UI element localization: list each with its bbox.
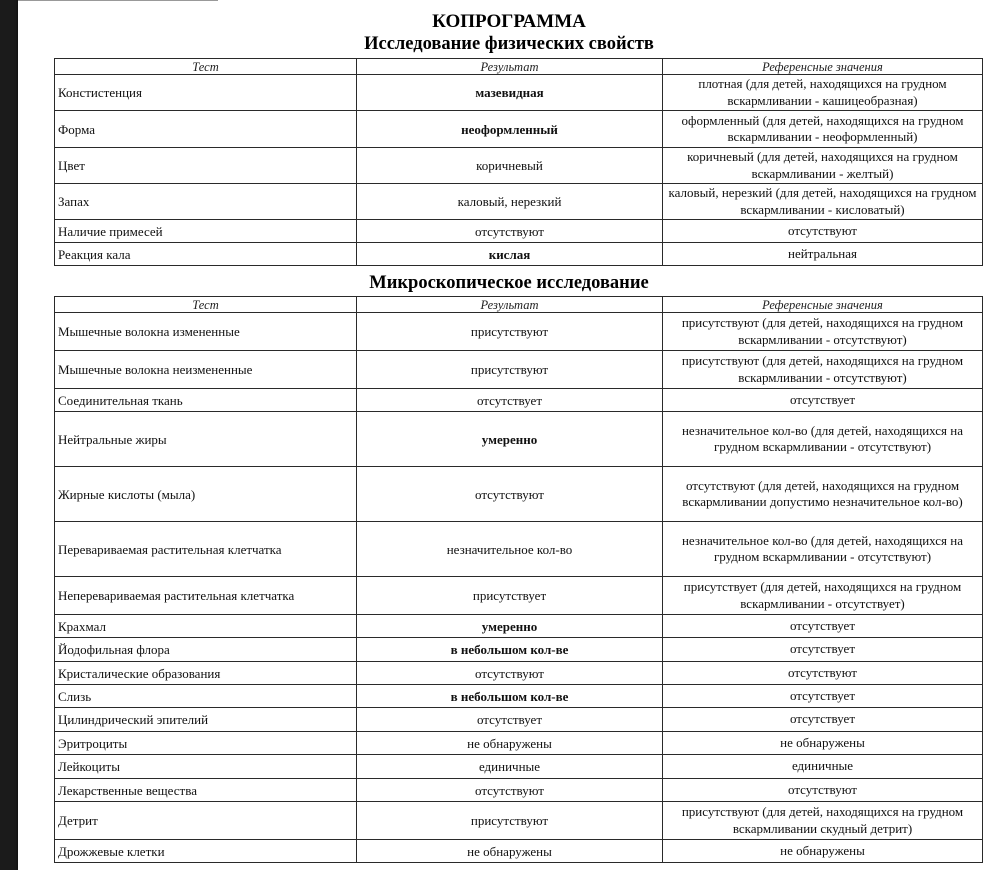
result-cell: присутствуют bbox=[357, 351, 663, 389]
test-name-cell: Нейтральные жиры bbox=[55, 412, 357, 467]
result-cell: отсутствует bbox=[357, 389, 663, 412]
reference-cell: отсутствует bbox=[663, 685, 983, 708]
result-cell: умеренно bbox=[357, 615, 663, 638]
reference-cell: отсутствуют bbox=[663, 779, 983, 802]
test-name-cell: Соединительная ткань bbox=[55, 389, 357, 412]
table-row bbox=[55, 662, 983, 685]
reference-cell: отсутствует bbox=[663, 708, 983, 732]
test-name-cell: Эритроциты bbox=[55, 732, 357, 755]
test-name-cell: Лейкоциты bbox=[55, 755, 357, 779]
table-row bbox=[55, 638, 983, 662]
reference-cell: нейтральная bbox=[663, 243, 983, 266]
result-cell: не обнаружены bbox=[357, 732, 663, 755]
column-header-result: Результат bbox=[357, 59, 663, 75]
table-row bbox=[55, 732, 983, 755]
result-cell: неоформленный bbox=[357, 111, 663, 148]
test-name-cell: Наличие примесей bbox=[55, 220, 357, 243]
reference-cell: присутствуют (для детей, находящихся на грудном вскармливании - отсутствуют) bbox=[663, 313, 983, 351]
table-row bbox=[55, 184, 983, 220]
test-name-cell: Дрожжевые клетки bbox=[55, 840, 357, 863]
test-name-cell: Неперевариваемая растительная клетчатка bbox=[55, 577, 357, 615]
reference-cell: оформленный (для детей, находящихся на грудном вскармливании - неоформленный) bbox=[663, 111, 983, 148]
test-name-cell: Реакция кала bbox=[55, 243, 357, 266]
test-name-cell: Слизь bbox=[55, 685, 357, 708]
result-cell: незначительное кол-во bbox=[357, 522, 663, 577]
table-row bbox=[55, 111, 983, 148]
test-name-cell: Детрит bbox=[55, 802, 357, 840]
test-name-cell: Форма bbox=[55, 111, 357, 148]
table-row bbox=[55, 779, 983, 802]
result-cell: присутствуют bbox=[357, 802, 663, 840]
test-name-cell: Цилиндрический эпителий bbox=[55, 708, 357, 732]
reference-cell: плотная (для детей, находящихся на грудном вскармливании - кашицеобразная) bbox=[663, 75, 983, 111]
table-row bbox=[55, 313, 983, 351]
table-row bbox=[55, 148, 983, 184]
test-name-cell: Запах bbox=[55, 184, 357, 220]
result-cell: в небольшом кол-ве bbox=[357, 638, 663, 662]
reference-cell: отсутствуют bbox=[663, 662, 983, 685]
table-row bbox=[55, 243, 983, 266]
test-name-cell: Кристалические образования bbox=[55, 662, 357, 685]
physical-section-heading: Исследование физических свойств bbox=[364, 34, 654, 54]
physical-properties-table bbox=[54, 58, 983, 266]
table-row bbox=[55, 220, 983, 243]
reference-cell: не обнаружены bbox=[663, 732, 983, 755]
table-row bbox=[55, 577, 983, 615]
table-header-row bbox=[55, 297, 983, 313]
reference-cell: отсутствует bbox=[663, 615, 983, 638]
result-cell: отсутствуют bbox=[357, 662, 663, 685]
test-name-cell: Крахмал bbox=[55, 615, 357, 638]
result-cell: мазевидная bbox=[357, 75, 663, 111]
test-name-cell: Цвет bbox=[55, 148, 357, 184]
reference-cell: не обнаружены bbox=[663, 840, 983, 863]
table-row bbox=[55, 615, 983, 638]
reference-cell: незначительное кол-во (для детей, находящихся на грудном вскармливании - отсутствуют) bbox=[663, 412, 983, 467]
table-row bbox=[55, 522, 983, 577]
table-row bbox=[55, 75, 983, 111]
test-name-cell: Мышечные волокна измененные bbox=[55, 313, 357, 351]
microscopic-section-heading: Микроскопическое исследование bbox=[369, 273, 649, 293]
table-row bbox=[55, 840, 983, 863]
table-row bbox=[55, 708, 983, 732]
column-header-reference: Референсные значения bbox=[663, 59, 983, 75]
reference-cell: коричневый (для детей, находящихся на грудном вскармливании - желтый) bbox=[663, 148, 983, 184]
table-row bbox=[55, 412, 983, 467]
result-cell: не обнаружены bbox=[357, 840, 663, 863]
page-edge-line bbox=[18, 0, 218, 1]
reference-cell: отсутствует bbox=[663, 389, 983, 412]
table-row bbox=[55, 467, 983, 522]
column-header-result: Результат bbox=[357, 297, 663, 313]
test-name-cell: Жирные кислоты (мыла) bbox=[55, 467, 357, 522]
column-header-test: Тест bbox=[55, 297, 357, 313]
test-name-cell: Констистенция bbox=[55, 75, 357, 111]
column-header-test: Тест bbox=[55, 59, 357, 75]
result-cell: присутствует bbox=[357, 577, 663, 615]
test-name-cell: Перевариваемая растительная клетчатка bbox=[55, 522, 357, 577]
result-cell: отсутствуют bbox=[357, 220, 663, 243]
result-cell: кислая bbox=[357, 243, 663, 266]
reference-cell: единичные bbox=[663, 755, 983, 779]
result-cell: отсутствуют bbox=[357, 779, 663, 802]
reference-cell: каловый, нерезкий (для детей, находящихся на грудном вскармливании - кисловатый) bbox=[663, 184, 983, 220]
reference-cell: отсутствуют (для детей, находящихся на грудном вскармливании допустимо незначительное кол-во) bbox=[663, 467, 983, 522]
reference-cell: присутствуют (для детей, находящихся на грудном вскармливании скудный детрит) bbox=[663, 802, 983, 840]
reference-cell: присутствует (для детей, находящихся на грудном вскармливании - отсутствует) bbox=[663, 577, 983, 615]
reference-cell: отсутствует bbox=[663, 638, 983, 662]
table-row bbox=[55, 351, 983, 389]
result-cell: единичные bbox=[357, 755, 663, 779]
result-cell: каловый, нерезкий bbox=[357, 184, 663, 220]
result-cell: в небольшом кол-ве bbox=[357, 685, 663, 708]
test-name-cell: Лекарственные вещества bbox=[55, 779, 357, 802]
test-name-cell: Мышечные волокна неизмененные bbox=[55, 351, 357, 389]
microscopic-table bbox=[54, 296, 983, 863]
result-cell: умеренно bbox=[357, 412, 663, 467]
test-name-cell: Йодофильная флора bbox=[55, 638, 357, 662]
table-row bbox=[55, 685, 983, 708]
column-header-reference: Референсные значения bbox=[663, 297, 983, 313]
document-title: КОПРОГРАММА bbox=[432, 11, 586, 32]
reference-cell: присутствуют (для детей, находящихся на грудном вскармливании - отсутствуют) bbox=[663, 351, 983, 389]
table-row bbox=[55, 755, 983, 779]
table-header-row bbox=[55, 59, 983, 75]
document-page bbox=[18, 0, 1000, 870]
reference-cell: незначительное кол-во (для детей, находящихся на грудном вскармливании - отсутствуют) bbox=[663, 522, 983, 577]
result-cell: присутствуют bbox=[357, 313, 663, 351]
result-cell: отсутствуют bbox=[357, 467, 663, 522]
table-row bbox=[55, 389, 983, 412]
result-cell: отсутствует bbox=[357, 708, 663, 732]
result-cell: коричневый bbox=[357, 148, 663, 184]
reference-cell: отсутствуют bbox=[663, 220, 983, 243]
table-row bbox=[55, 802, 983, 840]
